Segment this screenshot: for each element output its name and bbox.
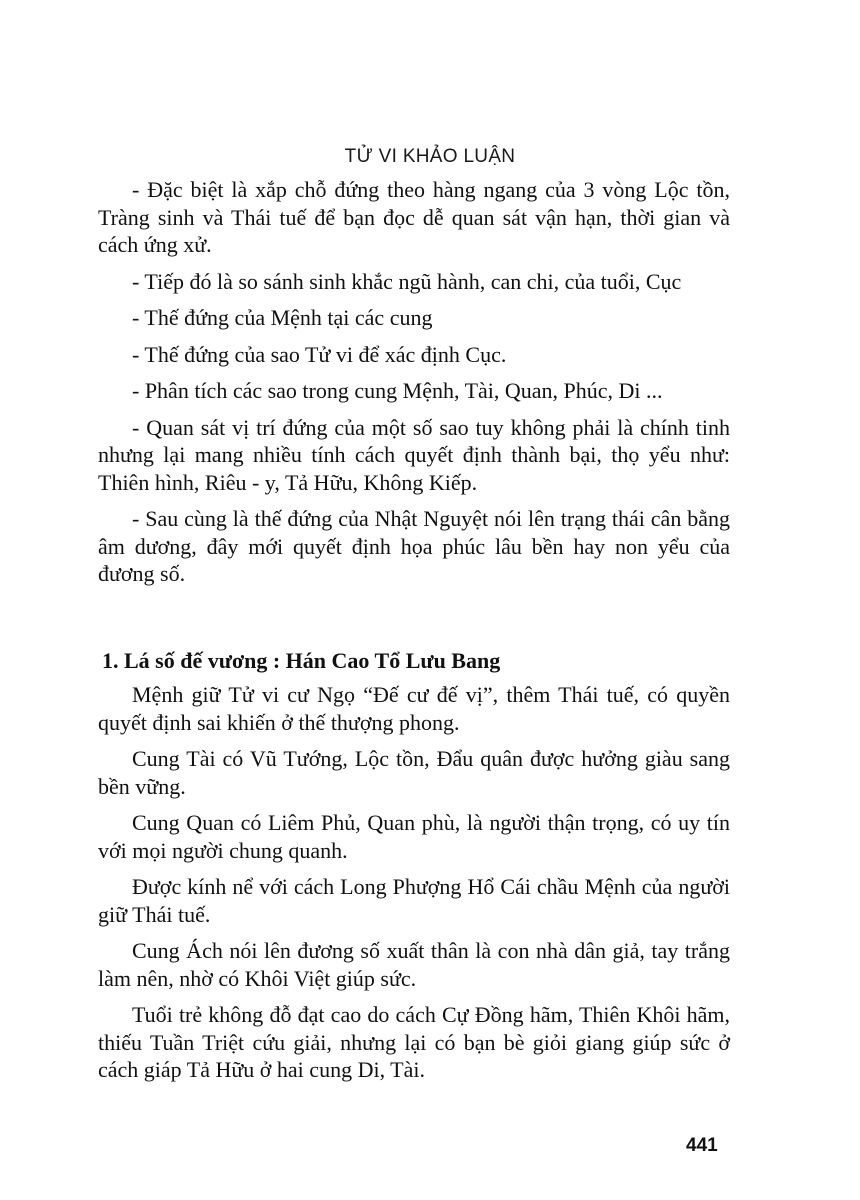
section-paragraph: Cung Ách nói lên đương số xuất thân là con nhà dân giả, tay trắng làm nên, nhờ có Khôi Việt giúp sức.: [98, 938, 730, 991]
section-paragraph: Cung Quan có Liêm Phủ, Quan phù, là người thận trọng, có uy tín với mọi người chung quanh.: [98, 810, 730, 863]
intro-item: - Tiếp đó là so sánh sinh khắc ngũ hành, can chi, của tuổi, Cục: [132, 268, 682, 294]
section-body: [98, 681, 730, 1084]
section-paragraph: Mệnh giữ Tử vi cư Ngọ “Đế cư đế vị”, thêm Thái tuế, có quyền quyết định sai khiến ở thế thượng phong.: [98, 682, 730, 735]
intro-item: - Thế đứng của Mệnh tại các cung: [132, 305, 433, 330]
intro-item: - Thế đứng của sao Tử vi để xác định Cục.: [132, 341, 507, 367]
section-paragraph: Tuổi trẻ không đỗ đạt cao do cách Cự Đồng hãm, Thiên Khôi hãm, thiếu Tuần Triệt cứu giải, nhưng lại có bạn bè giỏi giang giúp sức ở cách giáp Tả Hữu ở hai cung Di, Tài.: [98, 1002, 730, 1082]
intro-item: - Quan sát vị trí đứng của một số sao tuy không phải là chính tinh nhưng lại mang nhiều tính cách quyết định thành bại, thọ yểu như: Thiên hình, Riêu - y, Tả Hữu, Không Kiếp.: [98, 414, 730, 495]
intro-item: - Sau cùng là thế đứng của Nhật Nguyệt nói lên trạng thái cân bằng âm dương, đây mới quyết định họa phúc lâu bền hay non yểu của đương số.: [98, 506, 730, 586]
section-paragraph: Cung Tài có Vũ Tướng, Lộc tồn, Đẩu quân được hưởng giàu sang bền vững.: [98, 746, 730, 799]
running-header: TỬ VI KHẢO LUẬN: [344, 146, 516, 167]
section-paragraph: Được kính nể với cách Long Phượng Hổ Cái chầu Mệnh của người giữ Thái tuế.: [98, 874, 730, 927]
intro-list: [98, 176, 730, 588]
intro-item: - Phân tích các sao trong cung Mệnh, Tài, Quan, Phúc, Di ...: [132, 378, 663, 403]
section-heading: 1. Lá số đế vương : Hán Cao Tổ Lưu Bang: [102, 648, 501, 673]
intro-item: - Đặc biệt là xắp chỗ đứng theo hàng ngang của 3 vòng Lộc tồn, Tràng sinh và Thái tuế để bạn đọc dễ quan sát vận hạn, thời gian và cách ứng xử.: [98, 177, 730, 257]
page-number: 441: [686, 1135, 718, 1156]
